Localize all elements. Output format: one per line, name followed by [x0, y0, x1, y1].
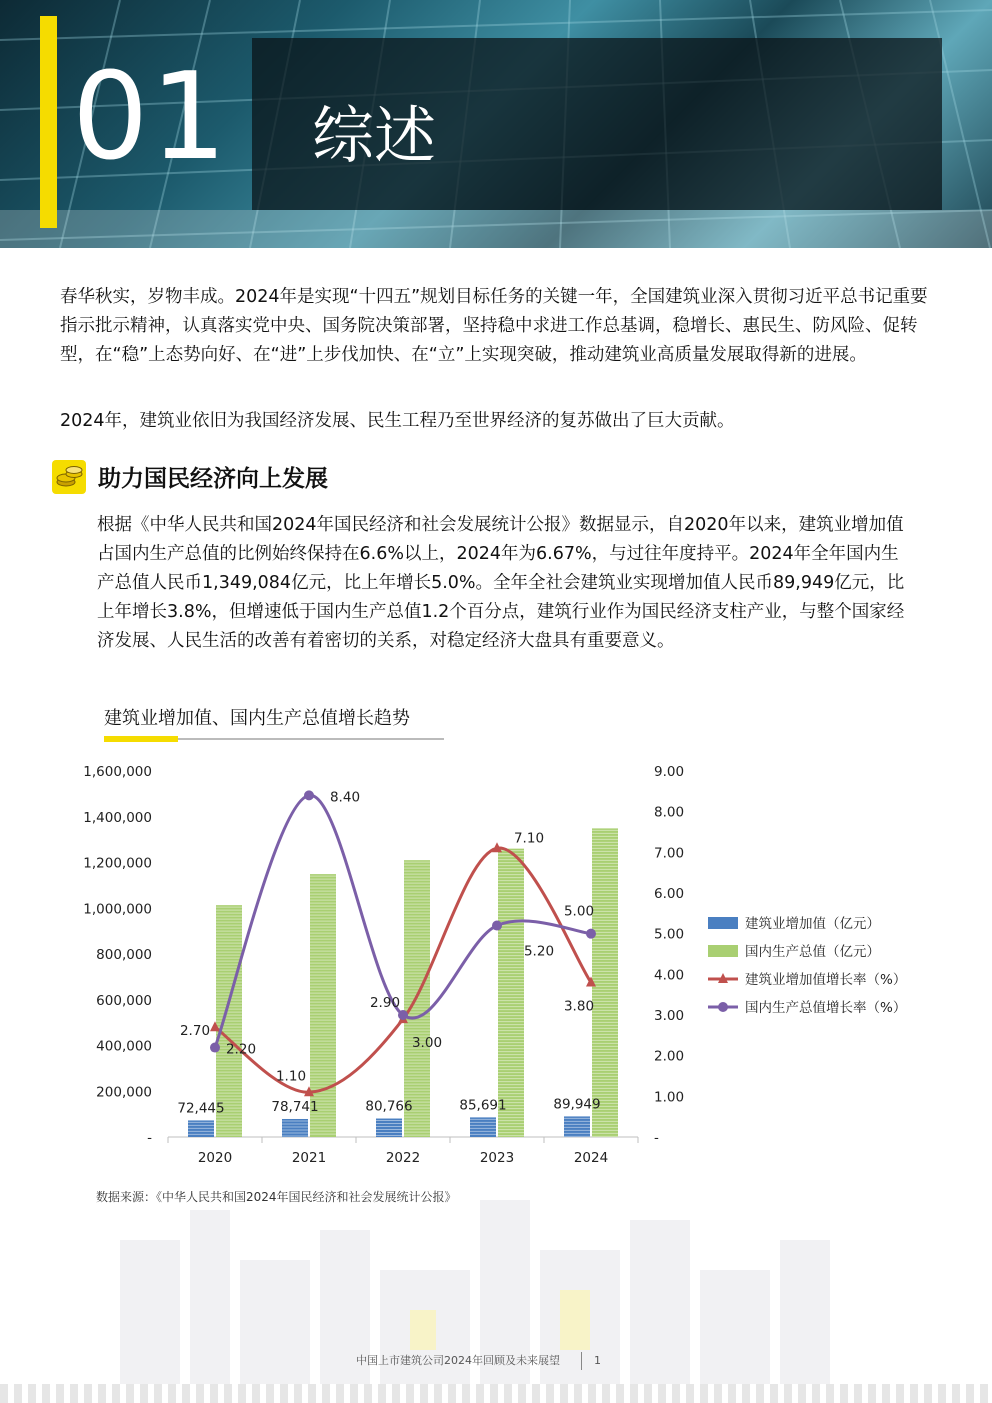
y-right-tick-label: 6.00: [654, 886, 685, 902]
y-right-tick-label: 1.00: [654, 1089, 685, 1106]
y-left-tick-label: 1,200,000: [83, 855, 152, 872]
line-marker: [586, 929, 596, 939]
line-data-label: 1.10: [275, 1068, 307, 1085]
legend-label: 建筑业增加值增长率（%）: [745, 972, 907, 988]
y-right-tick-label: 5.00: [654, 926, 685, 943]
x-tick-label: 2023: [479, 1150, 515, 1166]
line-data-label: 2.70: [179, 1023, 211, 1040]
y-left-tick-label: 1,400,000: [83, 809, 152, 826]
legend-label: 国内生产总值增长率（%）: [745, 1000, 907, 1016]
line-data-label: 3.00: [411, 1035, 443, 1051]
y-left-tick-label: 200,000: [96, 1084, 152, 1101]
section-paragraph: 根据《中华人民共和国2024年国民经济和社会发展统计公报》数据显示，自2020年以来，建筑业增加值占国内生产总值的比例始终保持在6.6%以上，2024年为6.67%，与过往年度持平。2024年全年国内生产总值人民币1,349,084亿元，比上年增长5.0%。全年全社会建筑业实现增加值人民币89,949亿元，比上年增长3.8%，但增速低于国内生产总值1.2个百分点，建筑行业作为国民经济支柱产业，与整个国家经济发展、人民生活的改善有着密切的关系，对稳定经济大盘具有重要意义。: [97, 515, 905, 651]
y-right-tick-label: 9.00: [654, 764, 685, 780]
y-left-tick-label: 800,000: [96, 947, 152, 963]
legend-marker: [718, 1002, 728, 1012]
y-left-tick-label: 1,000,000: [83, 901, 152, 918]
line-data-label: 2.20: [225, 1041, 257, 1058]
line-data-label: 2.90: [369, 995, 401, 1012]
legend-swatch: [708, 945, 738, 957]
line-marker: [210, 1043, 220, 1053]
bar-data-label: 85,691: [459, 1097, 507, 1114]
footer-pattern: [0, 1384, 992, 1403]
accent-bar: [40, 16, 57, 228]
x-tick-label: 2021: [291, 1150, 327, 1166]
bar-data-label: 89,949: [553, 1096, 601, 1113]
line-data-label: 5.20: [523, 943, 555, 960]
section-number: 01: [72, 48, 229, 187]
line-marker: [492, 921, 502, 931]
source-note: 数据来源：《中华人民共和国2024年国民经济和社会发展统计公报》: [96, 1190, 457, 1204]
chart-title: 建筑业增加值、国内生产总值增长趋势: [104, 708, 410, 729]
x-tick-label: 2022: [385, 1150, 421, 1166]
bar: [376, 1119, 402, 1137]
bar: [282, 1119, 308, 1137]
intro-paragraph-2: 2024年，建筑业依旧为我国经济发展、民生工程乃至世界经济的复苏做出了巨大贡献。: [60, 411, 735, 431]
legend-swatch: [708, 917, 738, 929]
footer-title: 中国上市建筑公司2024年回顾及未来展望: [356, 1354, 560, 1367]
header-banner: [0, 0, 992, 248]
line-data-label: 3.80: [563, 998, 595, 1015]
legend-label: 国内生产总值（亿元）: [745, 944, 880, 960]
divider-accent: [104, 736, 178, 742]
coins-icon: [52, 460, 86, 494]
y-left-tick-label: -: [147, 1130, 152, 1146]
page-number: 1: [594, 1354, 601, 1367]
footer-divider: [581, 1352, 582, 1370]
intro-paragraph: 春华秋实，岁物丰成。2024年是实现“十四五”规划目标任务的关键一年，全国建筑业深入贯彻习近平总书记重要指示批示精神，认真落实党中央、国务院决策部署，坚持稳中求进工作总基调，稳增长、惠民生、防风险、促转型，在“稳”上态势向好、在“进”上步伐加快、在“立”上实现突破，推动建筑业高质量发展取得新的进展。: [60, 287, 928, 365]
page-title: 综述: [312, 99, 437, 172]
bar: [592, 828, 618, 1137]
bar-data-label: 78,741: [271, 1098, 319, 1115]
x-tick-label: 2020: [197, 1150, 233, 1166]
line-data-label: 5.00: [563, 903, 595, 920]
y-right-tick-label: 7.00: [654, 845, 685, 862]
y-right-tick-label: 8.00: [654, 804, 685, 821]
line-marker: [398, 1010, 408, 1020]
line-data-label: 7.10: [513, 830, 545, 847]
line-marker: [304, 790, 314, 800]
y-left-tick-label: 400,000: [96, 1038, 152, 1055]
x-tick-label: 2024: [573, 1150, 609, 1166]
section-heading: 助力国民经济向上发展: [98, 466, 328, 492]
y-right-tick-label: 3.00: [654, 1008, 685, 1024]
bar-data-label: 80,766: [365, 1098, 413, 1115]
line-data-label: 8.40: [329, 789, 361, 806]
y-right-tick-label: 4.00: [654, 967, 685, 984]
y-left-tick-label: 1,600,000: [83, 764, 152, 780]
line-series: [215, 848, 591, 1092]
bar-data-label: 72,445: [177, 1100, 225, 1117]
chart: [0, 750, 992, 1180]
legend-label: 建筑业增加值（亿元）: [745, 916, 880, 932]
y-left-tick-label: 600,000: [96, 992, 152, 1009]
y-right-tick-label: -: [654, 1130, 659, 1146]
y-right-tick-label: 2.00: [654, 1048, 685, 1065]
